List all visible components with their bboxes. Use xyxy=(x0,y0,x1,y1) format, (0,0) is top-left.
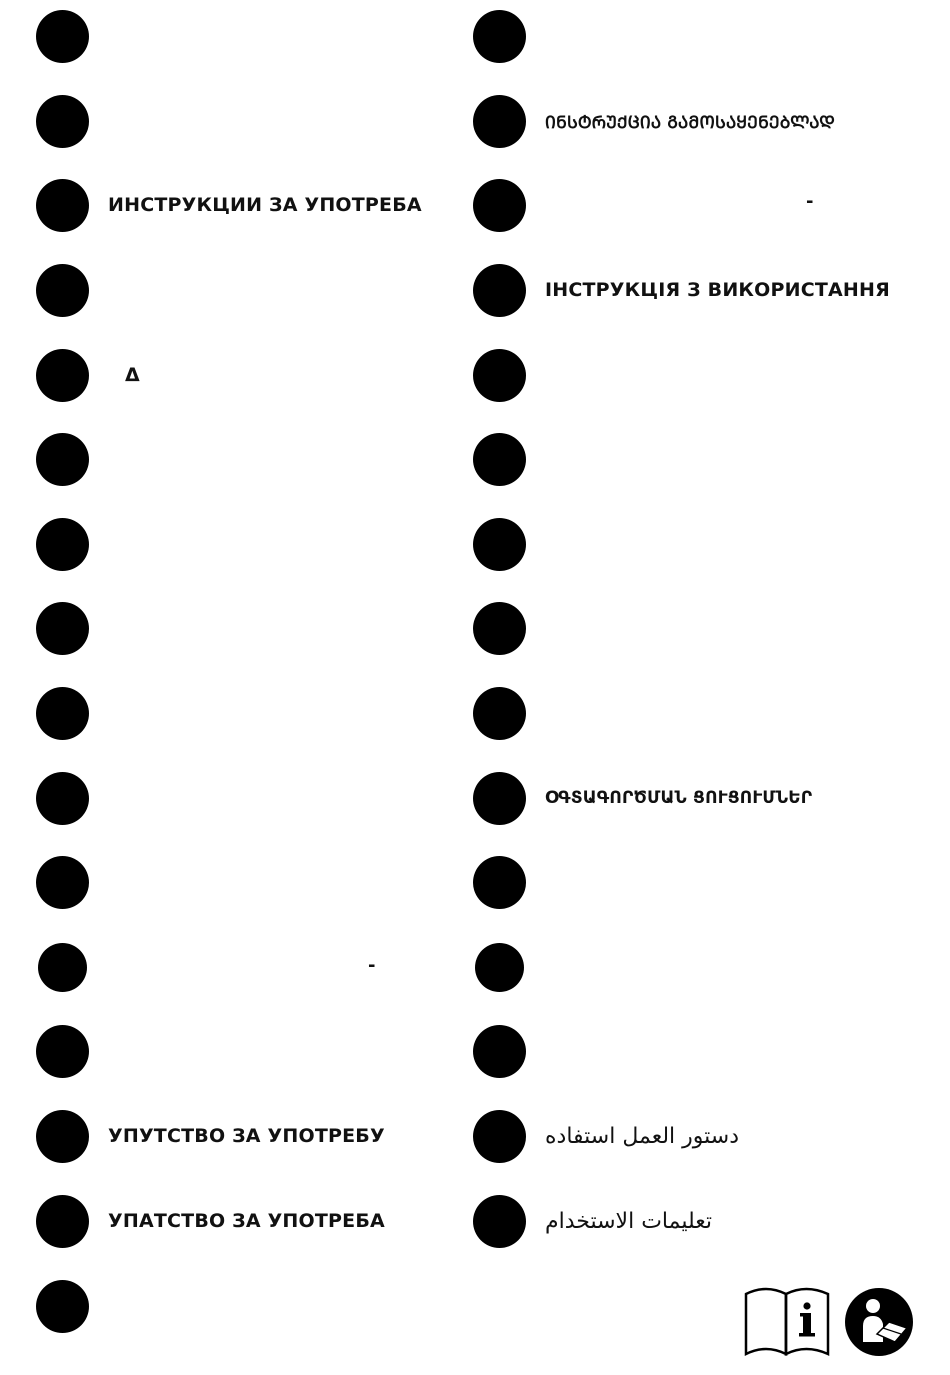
language-entry xyxy=(36,686,436,740)
language-label: دستور العمل استفاده xyxy=(545,1123,739,1149)
language-entry xyxy=(473,517,943,571)
dash-mark: - xyxy=(368,955,376,976)
language-marker-dot xyxy=(36,1195,89,1248)
language-marker-dot xyxy=(473,687,526,740)
language-entry-bulgarian xyxy=(36,178,436,232)
read-manual-icon xyxy=(843,1286,915,1358)
language-marker-dot xyxy=(36,687,89,740)
language-entry xyxy=(36,432,436,486)
language-entry xyxy=(473,432,943,486)
language-entry xyxy=(36,771,436,825)
language-label: ІНСТРУКЦІЯ З ВИКОРИСТАННЯ xyxy=(545,279,890,301)
language-marker-dot xyxy=(36,602,89,655)
language-label: УПАТСТВО ЗА УПОТРЕБА xyxy=(108,1210,385,1232)
language-entry-georgian xyxy=(473,94,943,148)
language-entry xyxy=(36,9,436,63)
language-marker-dot xyxy=(473,1110,526,1163)
language-marker-dot xyxy=(36,1110,89,1163)
language-entry xyxy=(36,1024,436,1078)
language-marker-dot xyxy=(473,1195,526,1248)
language-label: УПУТСТВО ЗА УПОТРЕБУ xyxy=(108,1125,385,1147)
dash-mark: - xyxy=(806,191,814,212)
language-marker-dot xyxy=(473,95,526,148)
language-entry-ukrainian xyxy=(473,263,943,317)
language-marker-dot xyxy=(473,602,526,655)
language-entry xyxy=(36,517,436,571)
language-entry xyxy=(473,178,943,232)
language-entry-greek xyxy=(36,348,436,402)
language-entry xyxy=(36,940,436,994)
language-marker-dot xyxy=(36,433,89,486)
language-entry-serbian xyxy=(36,1109,436,1163)
language-label: تعليمات الاستخدام xyxy=(545,1208,712,1234)
language-entry xyxy=(473,686,943,740)
language-marker-dot xyxy=(36,1280,89,1333)
language-entry xyxy=(36,263,436,317)
language-marker-dot xyxy=(473,179,526,232)
language-entry xyxy=(36,601,436,655)
manual-icons xyxy=(740,1282,920,1362)
language-marker-dot xyxy=(36,95,89,148)
language-marker-dot xyxy=(36,772,89,825)
language-marker-dot xyxy=(473,264,526,317)
language-marker-dot xyxy=(36,1025,89,1078)
language-entry xyxy=(473,855,943,909)
language-entry-armenian xyxy=(473,771,943,825)
language-entry xyxy=(473,9,943,63)
language-marker-dot xyxy=(473,1025,526,1078)
language-marker-dot xyxy=(36,518,89,571)
language-marker-dot xyxy=(473,772,526,825)
language-entry xyxy=(473,1024,943,1078)
language-entry xyxy=(36,1279,436,1333)
language-marker-dot xyxy=(36,856,89,909)
language-label: Δ xyxy=(125,364,140,386)
language-label: ИНСТРУКЦИИ ЗА УПОТРЕБА xyxy=(108,194,422,216)
language-entry xyxy=(473,601,943,655)
language-marker-dot xyxy=(36,179,89,232)
language-entry xyxy=(473,348,943,402)
language-marker-dot xyxy=(36,10,89,63)
language-marker-dot xyxy=(475,943,524,992)
language-marker-dot xyxy=(473,518,526,571)
language-label: ᲘᲜᲡᲢᲠᲣᲥᲪᲘᲐ ᲒᲐᲛᲝᲡᲐᲧᲔᲜᲔᲑᲚᲐᲓ xyxy=(545,112,836,133)
language-entry-macedonian xyxy=(36,1194,436,1248)
language-entry xyxy=(36,94,436,148)
language-marker-dot xyxy=(38,943,87,992)
language-label: ՕԳՏԱԳՈՐԾՄԱՆ ՑՈՒՑՈՒՄՆԵՐ xyxy=(545,788,813,808)
language-marker-dot xyxy=(473,856,526,909)
language-marker-dot xyxy=(36,264,89,317)
language-entry xyxy=(36,855,436,909)
language-marker-dot xyxy=(473,10,526,63)
language-marker-dot xyxy=(473,349,526,402)
language-entry-persian xyxy=(473,1109,943,1163)
language-marker-dot xyxy=(473,433,526,486)
language-marker-dot xyxy=(36,349,89,402)
language-entry-arabic xyxy=(473,1194,943,1248)
language-entry xyxy=(473,940,943,994)
